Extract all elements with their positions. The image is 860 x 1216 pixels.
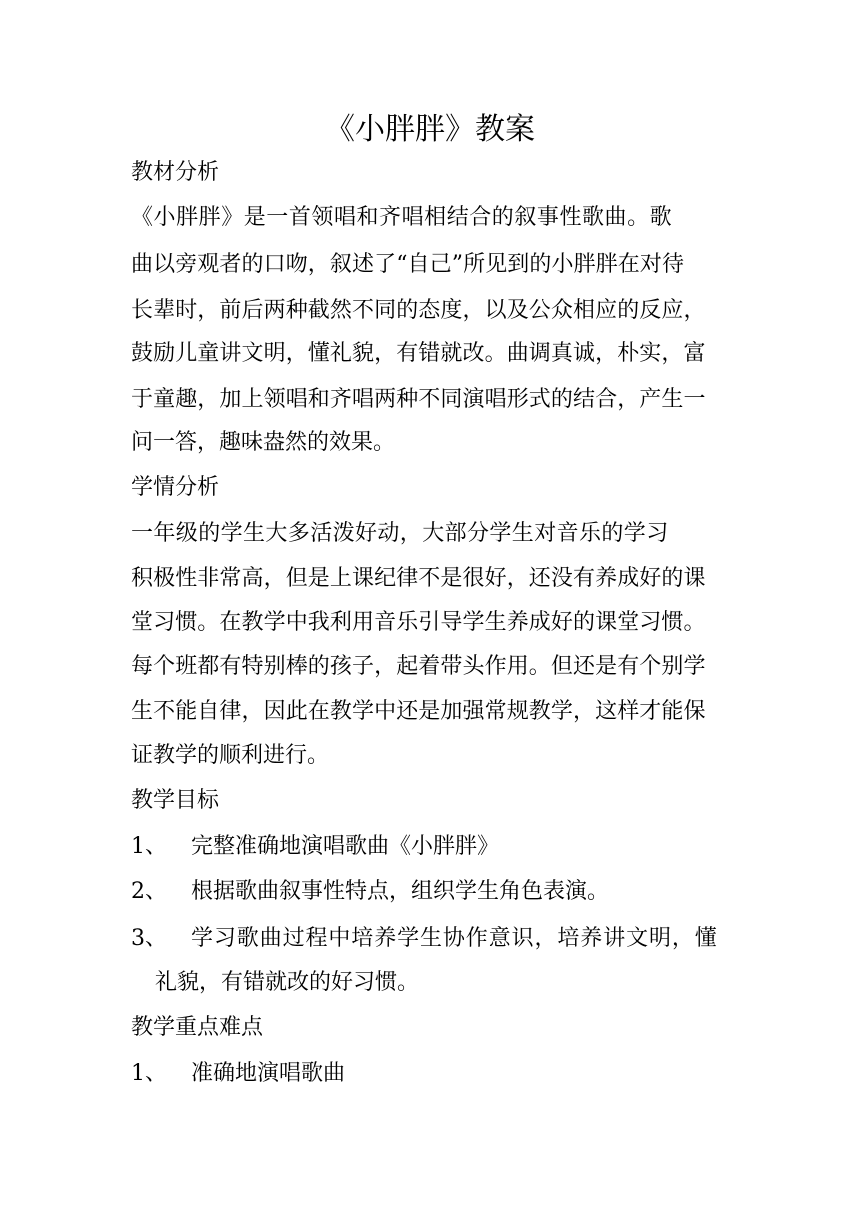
section-heading-key-points: 教学重点难点 <box>131 1015 264 1040</box>
list-item-text: 学习歌曲过程中培养学生协作意识，培养讲文明，懂 <box>191 926 718 951</box>
paragraph-line: 积极性非常高，但是上课纪律不是很好，还没有养成好的课 <box>131 566 706 591</box>
paragraph-line: 于童趣，加上领唱和齐唱两种不同演唱形式的结合，产生一 <box>131 387 706 412</box>
list-item-number: 2、 <box>131 879 167 904</box>
list-item-number: 3、 <box>131 926 167 951</box>
paragraph-line: 鼓励儿童讲文明，懂礼貌，有错就改。曲调真诚，朴实，富 <box>131 341 706 366</box>
paragraph-line: 堂习惯。在教学中我利用音乐引导学生养成好的课堂习惯。 <box>131 610 706 635</box>
section-heading-goals: 教学目标 <box>131 788 220 813</box>
paragraph-line: 长辈时，前后两种截然不同的态度，以及公众相应的反应， <box>131 298 706 323</box>
paragraph-line: 证教学的顺利进行。 <box>131 743 330 768</box>
list-item-text: 完整准确地演唱歌曲《小胖胖》 <box>191 834 500 859</box>
paragraph-line: 问一答，趣味盎然的效果。 <box>131 430 396 455</box>
section-heading-students: 学情分析 <box>131 475 220 500</box>
list-item-continuation: 礼貌，有错就改的好习惯。 <box>155 970 420 995</box>
paragraph-line: 《小胖胖》是一首领唱和齐唱相结合的叙事性歌曲。歌 <box>131 205 673 230</box>
document-title: 《小胖胖》教案 <box>325 112 535 147</box>
paragraph-line: 生不能自律，因此在教学中还是加强常规教学，这样才能保 <box>131 699 706 724</box>
list-item-text: 准确地演唱歌曲 <box>191 1061 346 1086</box>
section-heading-materials: 教材分析 <box>131 160 220 185</box>
paragraph-line: 一年级的学生大多活泼好动，大部分学生对音乐的学习 <box>131 521 669 546</box>
list-item-text: 根据歌曲叙事性特点，组织学生角色表演。 <box>191 879 610 904</box>
list-item-number: 1、 <box>131 1061 167 1086</box>
paragraph-line: 曲以旁观者的口吻，叙述了“自己”所见到的小胖胖在对待 <box>131 252 685 277</box>
list-item-number: 1、 <box>131 834 167 859</box>
paragraph-line: 每个班都有特别棒的孩子，起着带头作用。但还是有个别学 <box>131 654 706 679</box>
